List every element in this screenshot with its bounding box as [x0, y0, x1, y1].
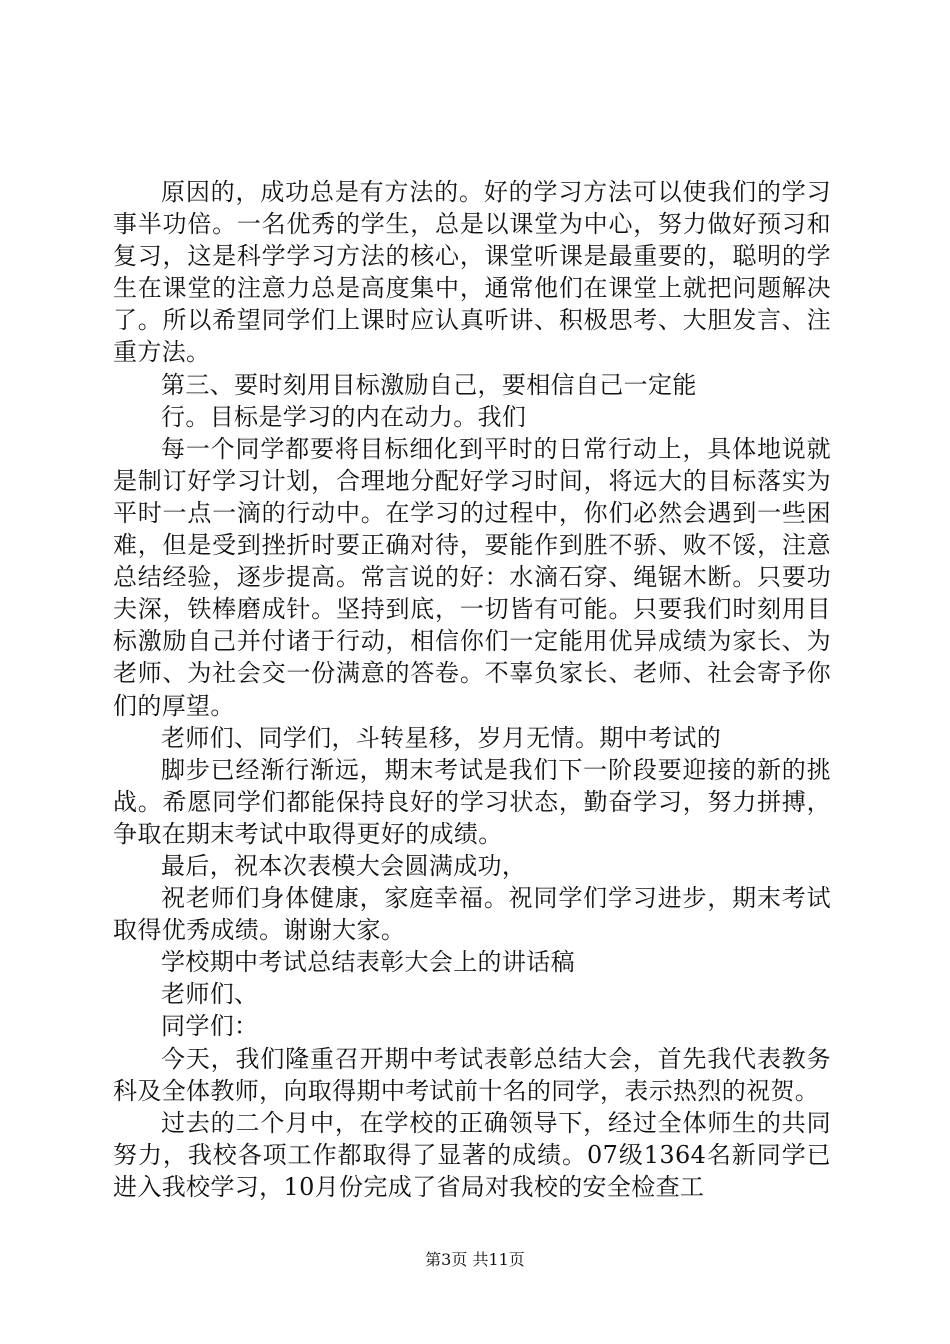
paragraph-13: 过去的二个月中，在学校的正确领导下，经过全体师生的共同努力，我校各项工作都取得了显著的成绩。07级1364名新同学已进入我校学习，10月份完成了省局对我校的安全检查工	[113, 1108, 831, 1201]
paragraph-1: 原因的，成功总是有方法的。好的学习方法可以使我们的学习事半功倍。一名优秀的学生，总是以课堂为中心，努力做好预习和复习，这是科学学习方法的核心，课堂听课是最重要的，聪明的学生在课堂的注意力总是高度集中，通常他们在课堂上就把问题解决了。所以希望同学们上课时应认真听讲、积极思考、大胆发言、注重方法。	[113, 178, 831, 367]
page-number-footer: 第3页 共11页	[425, 1250, 525, 1269]
paragraph-3: 行。目标是学习的内在动力。我们	[161, 402, 527, 431]
salutation-teachers: 老师们、	[161, 980, 259, 1009]
paragraph-7: 最后，祝本次表模大会圆满成功，	[161, 851, 527, 880]
salutation-students: 同学们：	[161, 1012, 259, 1041]
paragraph-8: 祝老师们身体健康，家庭幸福。祝同学们学习进步，期末考试取得优秀成绩。谢谢大家。	[113, 884, 831, 945]
paragraph-5: 老师们、同学们，斗转星移，岁月无情。期中考试的	[161, 723, 722, 752]
paragraph-4: 每一个同学都要将目标细化到平时的日常行动上，具体地说就是制订好学习计划，合理地分配好学习时间，将远大的目标落实为平时一点一滴的行动中。在学习的过程中，你们必然会遇到一些困难，但是受到挫折时要正确对待，要能作到胜不骄、败不馁，注意总结经验，逐步提高。常言说的好：水滴石穿、绳锯木断。只要功夫深，铁棒磨成针。坚持到底，一切皆有可能。只要我们时刻用目标激励自己并付诸于行动，相信你们一定能用优异成绩为家长、为老师、为社会交一份满意的答卷。不辜负家长、老师、社会寄予你们的厚望。	[113, 434, 831, 720]
paragraph-6: 脚步已经渐行渐远，期末考试是我们下一阶段要迎接的新的挑战。希愿同学们都能保持良好的学习状态，勤奋学习，努力拼搏，争取在期末考试中取得更好的成绩。	[113, 755, 831, 848]
paragraph-12: 今天，我们隆重召开期中考试表彰总结大会，首先我代表教务科及全体教师，向取得期中考试前十名的同学，表示热烈的祝贺。	[113, 1044, 831, 1105]
paragraph-2: 第三、要时刻用目标激励自己，要相信自己一定能	[161, 370, 697, 399]
speech-title: 学校期中考试总结表彰大会上的讲话稿	[161, 948, 575, 977]
document-body	[113, 176, 831, 1203]
